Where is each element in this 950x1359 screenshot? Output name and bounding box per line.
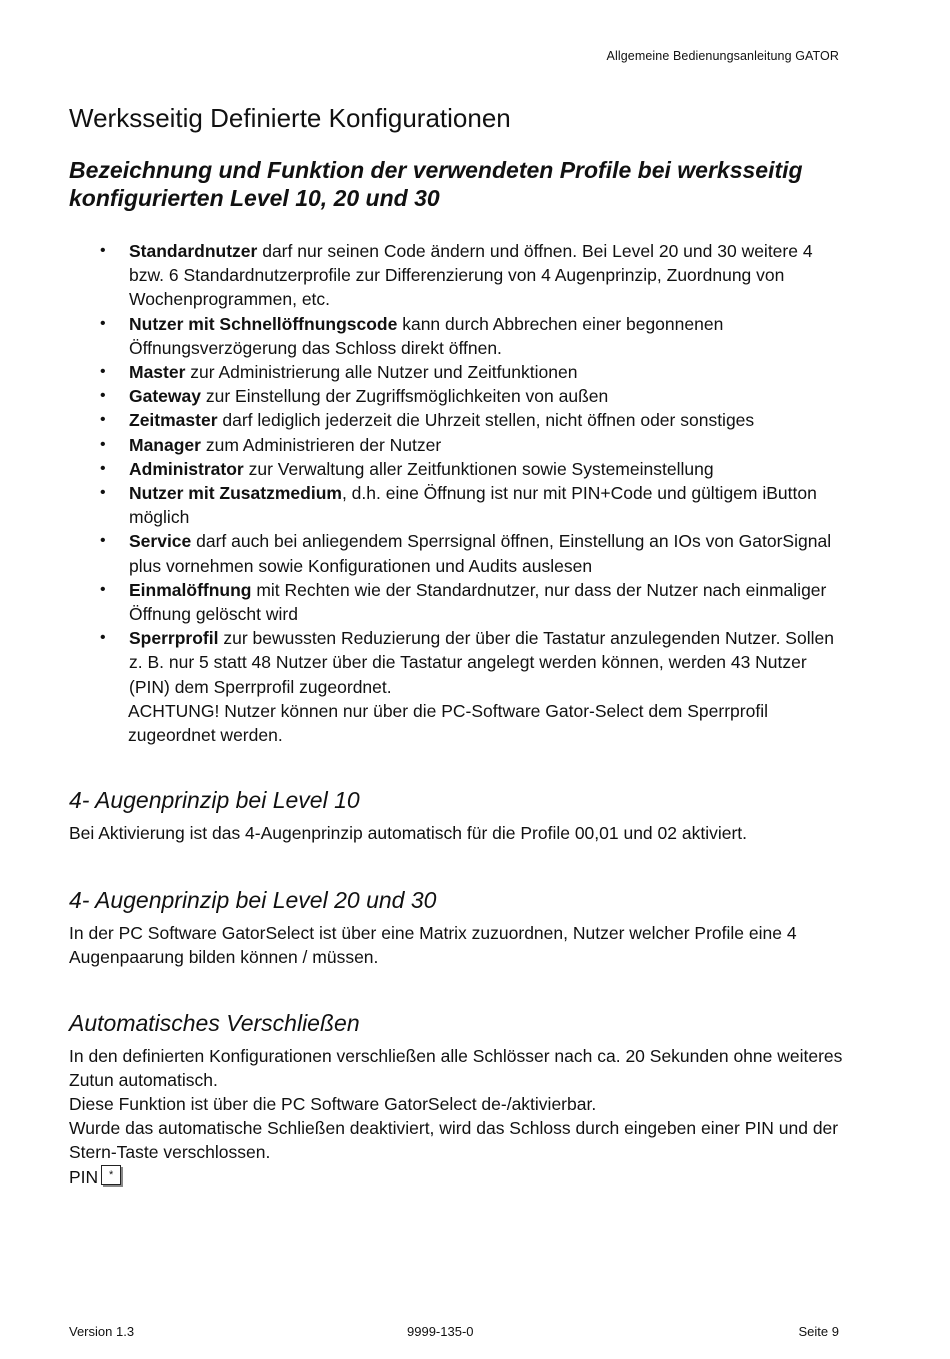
profile-description: zur bewussten Reduzierung der über die Tastatur anzulegenden Nutzer. Sollen z. B. nur 5 statt 48 Nutzer über die Tastatur angelegt werden können, werden 43 Nutzer (PIN) dem Sperrprofil zugeordnet. (129, 628, 834, 697)
section-text-auto-lock (69, 1044, 859, 1164)
profile-term: Standardnutzer (129, 241, 258, 261)
list-item (0, 481, 950, 529)
pin-instruction (69, 1167, 121, 1188)
warning-note: ACHTUNG! Nutzer können nur über die PC-Software Gator-Select dem Sperrprofil zugeordnet werden. (128, 700, 768, 746)
bullet-icon: • (100, 580, 106, 598)
bullet-icon: • (100, 314, 106, 332)
list-item (0, 360, 950, 384)
section-title-level10: 4- Augenprinzip bei Level 10 (69, 787, 360, 813)
list-item (0, 384, 950, 408)
profile-term: Service (129, 531, 192, 552)
profile-description: zur Einstellung der Zugriffsmöglichkeiten von außen (200, 386, 609, 407)
profile-description: zur Verwaltung aller Zeitfunktionen sowie Systemeinstellung (243, 458, 714, 479)
footer-version: Version 1.3 (69, 1324, 135, 1339)
profile-term: Manager (129, 434, 201, 455)
list-item (0, 408, 950, 432)
section-text-level10: Bei Aktivierung ist das 4-Augenprinzip automatisch für die Profile 00,01 und 02 aktiviert. (69, 823, 748, 843)
running-header: Allgemeine Bedienungsanleitung GATOR (606, 49, 839, 63)
profile-description: , d.h. eine Öffnung ist nur mit PIN+Code und gültigem iButton möglich (129, 483, 817, 528)
profile-term: Master (129, 362, 186, 383)
list-item (0, 578, 950, 626)
list-item (0, 457, 950, 481)
bullet-icon: • (100, 629, 106, 647)
footer-doc-number: 9999-135-0 (407, 1324, 474, 1339)
profile-description: darf auch bei anliegendem Sperrsignal öffnen, Einstellung an IOs von GatorSignal plus vornehmen sowie Konfigurationen und Audits auslesen (129, 531, 832, 576)
paragraph-line: In den definierten Konfigurationen verschließen alle Schlösser nach ca. 20 Sekunden ohne weiteres Zutun automatisch. (69, 1046, 843, 1090)
profile-term: Sperrprofil (129, 628, 219, 649)
paragraph-line: Diese Funktion ist über die PC Software GatorSelect de-/aktivierbar. (69, 1094, 597, 1114)
profile-description: kann durch Abbrechen einer begonnenen Öffnungsverzögerung das Schloss direkt öffnen. (129, 313, 724, 358)
profile-term: Gateway (129, 386, 201, 407)
paragraph-line: Wurde das automatische Schließen deaktiviert, wird das Schloss durch eingeben einer PIN und der Stern-Taste verschlossen. (69, 1118, 839, 1162)
profile-term: Einmalöffnung (129, 579, 252, 600)
page-title: Werksseitig Definierte Konfigurationen (69, 103, 511, 133)
bullet-icon: • (100, 242, 106, 259)
profile-description: mit Rechten wie der Standardnutzer, nur dass der Nutzer nach einmaliger Öffnung gelöscht wird (129, 579, 827, 625)
bullet-icon: • (100, 411, 106, 429)
profile-term: Administrator (129, 458, 244, 479)
pin-label: PIN (69, 1167, 99, 1187)
profile-description: darf lediglich jederzeit die Uhrzeit stellen, nicht öffnen oder sonstiges (217, 410, 755, 431)
bullet-icon: • (100, 459, 106, 477)
footer-page-number: Seite 9 (798, 1324, 839, 1339)
list-item (0, 529, 950, 577)
list-item (0, 626, 950, 747)
bullet-icon: • (100, 387, 106, 405)
section-title-level20-30: 4- Augenprinzip bei Level 20 und 30 (69, 887, 437, 913)
profile-term: Nutzer mit Schnellöffnungscode (129, 313, 398, 334)
profile-term: Nutzer mit Zusatzmedium (129, 483, 342, 504)
bullet-icon: • (100, 435, 106, 453)
profile-description: darf nur seinen Code ändern und öffnen. Bei Level 20 und 30 weitere 4 bzw. 6 Standardnutzerprofile zur Differenzierung von 4 Augenprinzip, Zuordnung von Wochenprogrammen, etc. (129, 241, 813, 310)
star-key-icon: * (101, 1165, 121, 1185)
profile-description: zur Administrierung alle Nutzer und Zeitfunktionen (185, 362, 578, 383)
section-title-auto-lock: Automatisches Verschließen (69, 1010, 360, 1036)
bullet-icon: • (100, 363, 106, 381)
subtitle: Bezeichnung und Funktion der verwendeten Profile bei werksseitig konfigurierten Level 10, 20 und 30 (69, 157, 803, 211)
list-item (0, 312, 950, 360)
list-item (0, 239, 950, 312)
section-text-level20-30: In der PC Software GatorSelect ist über eine Matrix zuzuordnen, Nutzer welcher Profile eine 4 Augenpaarung bilden können / müssen. (69, 923, 797, 967)
profile-description: zum Administrieren der Nutzer (200, 434, 442, 455)
bullet-icon: • (100, 484, 106, 502)
profile-term: Zeitmaster (129, 410, 218, 431)
profile-list (0, 239, 950, 747)
list-item (0, 433, 950, 457)
bullet-icon: • (100, 532, 106, 550)
